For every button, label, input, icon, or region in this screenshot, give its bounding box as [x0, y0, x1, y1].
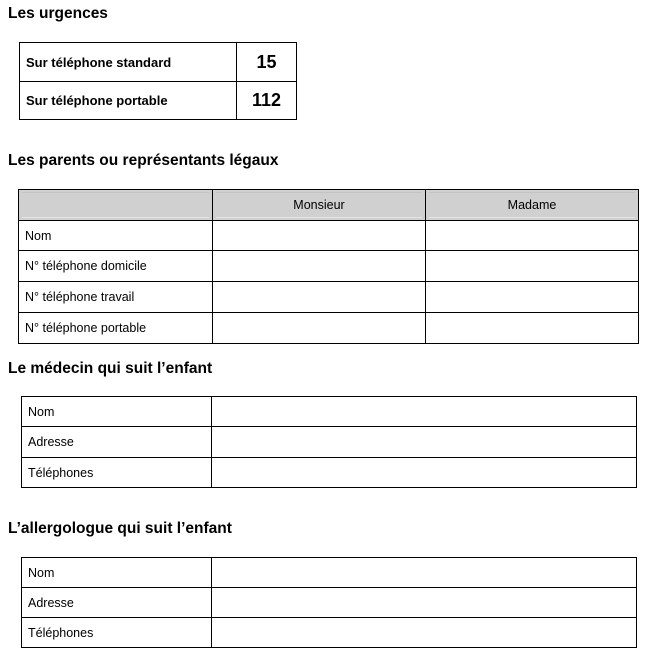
- column-header-madame: Madame: [426, 190, 639, 221]
- urgences-table: [19, 42, 297, 120]
- row-label: Adresse: [22, 588, 212, 618]
- monsieur-tel-travail-cell[interactable]: [213, 282, 426, 313]
- column-header-empty: [19, 190, 213, 221]
- row-label: Nom: [22, 558, 212, 588]
- row-label: Nom: [22, 397, 212, 427]
- section-title-allergologue: L’allergologue qui suit l’enfant: [8, 520, 232, 537]
- row-label: Téléphones: [22, 618, 212, 648]
- madame-tel-domicile-cell[interactable]: [426, 251, 639, 282]
- monsieur-tel-domicile-cell[interactable]: [213, 251, 426, 282]
- table-row: [22, 558, 637, 588]
- allergologue-nom-cell[interactable]: [212, 558, 637, 588]
- table-row: [19, 221, 639, 251]
- section-title-medecin: Le médecin qui suit l’enfant: [8, 360, 213, 377]
- table-row: [22, 458, 637, 488]
- row-label: Adresse: [22, 427, 212, 458]
- row-label: N° téléphone portable: [19, 313, 213, 344]
- monsieur-tel-portable-cell[interactable]: [213, 313, 426, 344]
- allergologue-adresse-cell[interactable]: [212, 588, 637, 618]
- table-row: [20, 82, 297, 120]
- table-row: [22, 397, 637, 427]
- parents-table: [18, 189, 639, 344]
- urgence-label: Sur téléphone standard: [20, 43, 237, 82]
- row-label: N° téléphone travail: [19, 282, 213, 313]
- row-label: N° téléphone domicile: [19, 251, 213, 282]
- row-label: Nom: [19, 221, 213, 251]
- allergologue-table: [21, 557, 637, 648]
- urgence-label: Sur téléphone portable: [20, 82, 237, 120]
- table-row: [22, 618, 637, 648]
- allergologue-telephones-cell[interactable]: [212, 618, 637, 648]
- section-title-parents: Les parents ou représentants légaux: [8, 152, 279, 169]
- madame-nom-cell[interactable]: [426, 221, 639, 251]
- medecin-adresse-cell[interactable]: [212, 427, 637, 458]
- row-label: Téléphones: [22, 458, 212, 488]
- table-row: [22, 427, 637, 458]
- madame-tel-travail-cell[interactable]: [426, 282, 639, 313]
- medecin-nom-cell[interactable]: [212, 397, 637, 427]
- monsieur-nom-cell[interactable]: [213, 221, 426, 251]
- urgence-number: 112: [237, 82, 297, 120]
- urgence-number: 15: [237, 43, 297, 82]
- column-header-monsieur: Monsieur: [213, 190, 426, 221]
- table-row: [19, 251, 639, 282]
- section-title-urgences: Les urgences: [8, 5, 108, 22]
- table-row: [22, 588, 637, 618]
- table-row: [19, 313, 639, 344]
- medecin-table: [21, 396, 637, 488]
- table-row: [20, 43, 297, 82]
- madame-tel-portable-cell[interactable]: [426, 313, 639, 344]
- medecin-telephones-cell[interactable]: [212, 458, 637, 488]
- table-header-row: [19, 190, 639, 221]
- table-row: [19, 282, 639, 313]
